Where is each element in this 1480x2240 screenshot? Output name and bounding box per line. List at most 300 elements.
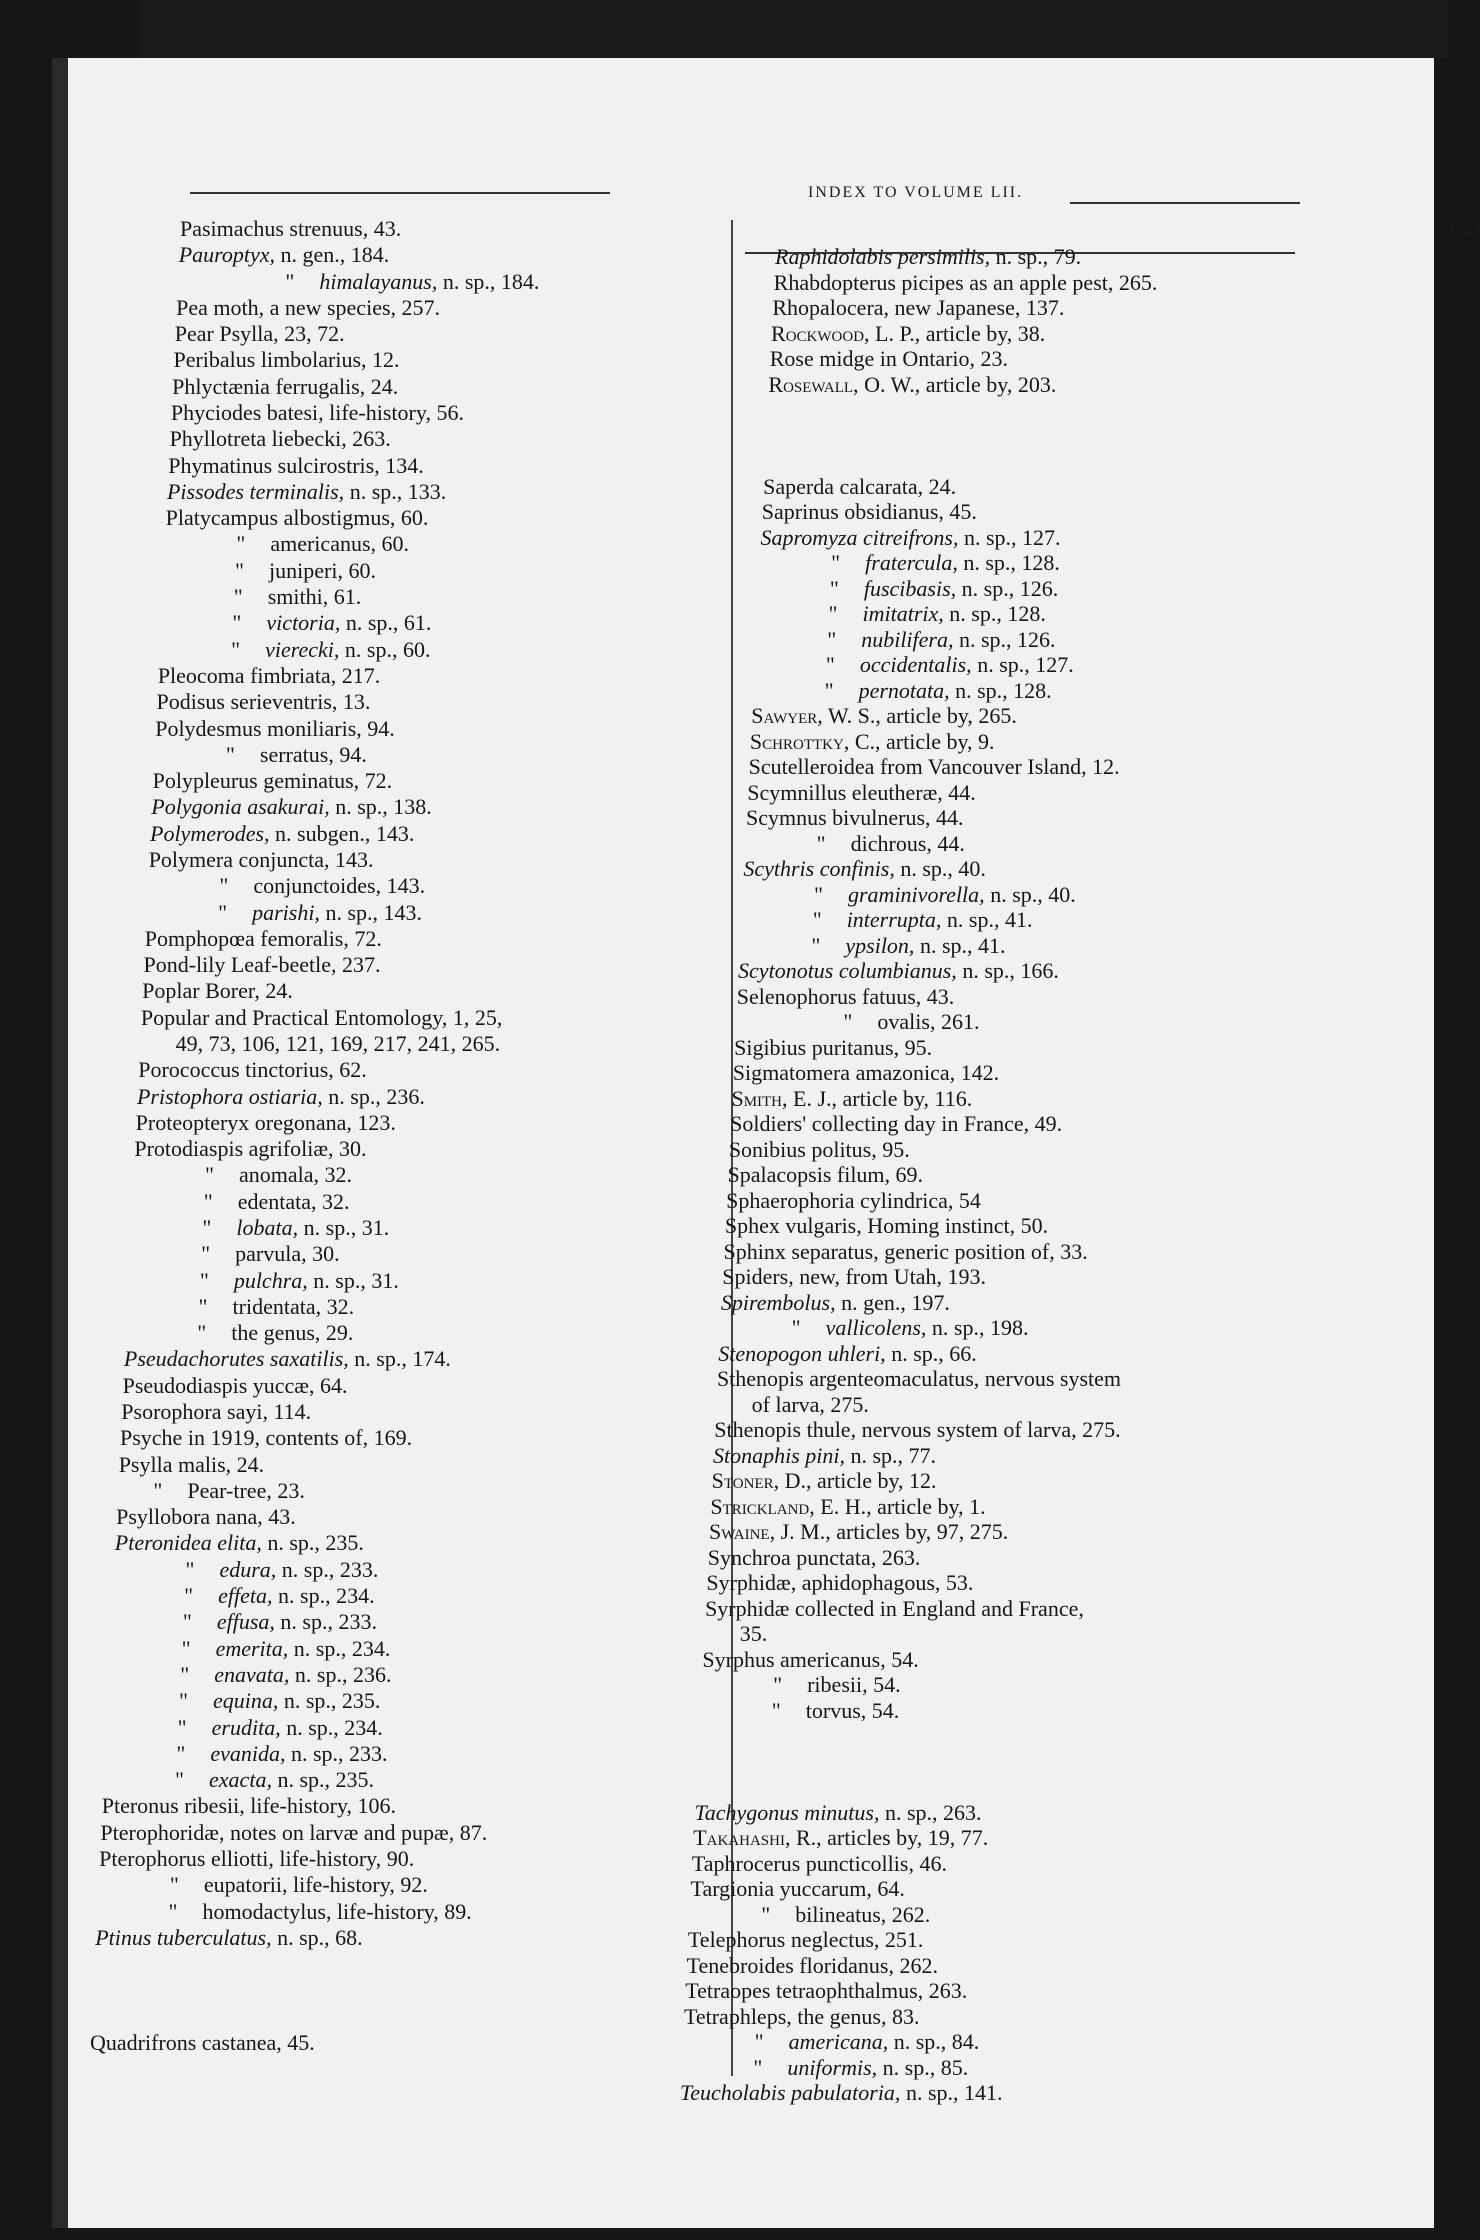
index-entry (731, 1086, 972, 1112)
ditto-mark: " (178, 1688, 188, 1714)
index-entry (753, 2055, 968, 2081)
index-entry (811, 933, 1005, 959)
index-entry (170, 1872, 428, 1898)
ditto-mark: " (201, 1241, 211, 1267)
entry-text: Psyche in 1919, contents of, 169. (120, 1425, 413, 1451)
entry-text: Rose midge in Ontario, 23. (769, 346, 1009, 371)
entry-text: Rhopalocera, new Japanese, 137. (772, 295, 1065, 320)
taxon-name: Polygonia asakurai, (151, 794, 330, 820)
ditto-mark: " (825, 652, 835, 677)
index-entry (768, 372, 1056, 398)
index-entry (234, 584, 362, 610)
index-entry (813, 907, 1033, 933)
entry-text: E. H., article by, 1. (814, 1493, 986, 1519)
taxon-name: uniformis, (787, 2054, 878, 2080)
entry-text: Pear Psylla, 23, 72. (174, 321, 345, 347)
taxon-name: Pristophora ostiaria, (136, 1083, 323, 1109)
entry-text: n. gen., 197. (835, 1289, 950, 1315)
index-entry (762, 499, 977, 525)
entry-text: Spiders, new, from Utah, 193. (722, 1264, 986, 1289)
author-name: Stoner, (711, 1468, 780, 1493)
ditto-mark: " (225, 741, 235, 767)
index-entry (178, 1715, 383, 1741)
index-entry (737, 984, 955, 1010)
taxon-name: Teucholabis pabulatoria, (680, 2080, 901, 2105)
entry-text: Peribalus limbolarius, 12. (173, 347, 400, 373)
author-name: Strickland, (710, 1493, 815, 1519)
index-entry (157, 689, 371, 715)
entry-text: J. M., articles by, 97, 275. (775, 1519, 1009, 1544)
entry-text: Pterophoridæ, notes on larvæ and pupæ, 87. (100, 1819, 488, 1845)
taxon-name: effeta, (218, 1583, 273, 1609)
ditto-mark: " (827, 626, 837, 652)
index-entry (706, 1570, 973, 1596)
index-entry (702, 1647, 918, 1673)
entry-text: Phymatinus sulcirostris, 134. (168, 452, 424, 478)
index-entry (175, 1767, 374, 1793)
index-entry (843, 1009, 979, 1035)
entry-text: D., article by, 12. (779, 1468, 937, 1493)
index-entry (724, 1239, 1088, 1265)
entry-text: Phyllotreta liebecki, 263. (169, 426, 391, 452)
index-entry (713, 1443, 936, 1469)
entry-text: n. sp., 66. (885, 1340, 977, 1366)
running-title: INDEX TO VOLUME LII. (808, 184, 1024, 201)
entry-text: conjunctoides, 143. (253, 873, 426, 899)
ditto-mark: " (169, 1872, 179, 1898)
index-entry (184, 1583, 374, 1609)
ditto-mark: " (761, 1901, 771, 1927)
index-entry (725, 1213, 1048, 1239)
entry-text: Scutelleroidea from Vancouver Island, 12. (748, 754, 1120, 779)
index-entry (200, 1268, 399, 1294)
index-entry (710, 1494, 985, 1520)
index-entry (231, 637, 430, 663)
ditto-mark: " (843, 1009, 853, 1034)
index-entry (197, 1320, 353, 1346)
entry-text: n. sp., 31. (307, 1267, 399, 1293)
index-entry (772, 1698, 900, 1724)
author-name: Takahashi, (693, 1825, 791, 1850)
entry-text: Pleocoma fimbriata, 217. (157, 662, 381, 688)
entry-text: W. S., article by, 265. (822, 703, 1017, 728)
entry-text: Sigibius puritanus, 95. (734, 1034, 933, 1060)
taxon-name: effusa, (216, 1609, 275, 1635)
entry-text: juniperi, 60. (269, 557, 376, 583)
index-entry (218, 900, 422, 926)
entry-text: Polymera conjuncta, 143. (148, 846, 374, 872)
ditto-mark: " (773, 1672, 783, 1697)
background-top-band (140, 0, 1448, 58)
entry-text: n. sp., 235. (278, 1688, 381, 1714)
index-entry (825, 678, 1052, 704)
taxon-name: fuscibasis, (863, 575, 957, 601)
taxon-name: Pteronidea elita, (114, 1530, 262, 1556)
index-entry (734, 1035, 932, 1061)
entry-text: Pea moth, a new species, 257. (176, 294, 441, 320)
index-entry (722, 1264, 986, 1290)
index-entry (831, 550, 1060, 576)
index-entry (772, 295, 1064, 321)
ditto-mark: " (816, 830, 826, 856)
taxon-name: Stenopogon uhleri, (718, 1340, 886, 1366)
index-entry (773, 1672, 901, 1698)
entry-text: Tetraphleps, the genus, 83. (683, 2003, 920, 2029)
entry-text: n. sp., 184. (437, 268, 540, 294)
entry-text: n. sp., 174. (348, 1346, 451, 1372)
ditto-mark: " (177, 1714, 187, 1740)
entry-text: n. sp., 126. (956, 575, 1059, 601)
entry-text: n. sp., 31. (298, 1215, 390, 1240)
entry-text: Saperda calcarata, 24. (763, 473, 957, 499)
index-entry (137, 1084, 425, 1110)
taxon-name: enavata, (214, 1661, 290, 1687)
ditto-mark: " (814, 881, 823, 907)
entry-text: bilineatus, 262. (795, 1901, 931, 1927)
index-entry (102, 1793, 396, 1819)
ditto-mark: " (205, 1162, 215, 1188)
entry-text: n. sp., 233. (276, 1556, 379, 1582)
entry-text: n. sp., 77. (845, 1442, 937, 1468)
index-entry (185, 1557, 378, 1583)
index-entry (685, 1978, 967, 2004)
index-entry (180, 216, 401, 242)
index-entry (121, 1399, 311, 1425)
ditto-mark: " (754, 2029, 764, 2054)
entry-text: Pasimachus strenuus, 43. (180, 216, 402, 241)
index-entry (176, 1741, 387, 1767)
author-name: Schrottky, (749, 728, 850, 754)
entry-text: n. sp., 141. (900, 2080, 1003, 2105)
entry-text: n. sp., 79. (990, 244, 1082, 269)
entry-text: Telephorus neglectus, 251. (687, 1927, 924, 1952)
entry-text: 49, 73, 106, 121, 169, 217, 241, 265. (175, 1030, 501, 1056)
entry-text: Porococcus tinctorius, 62. (138, 1057, 367, 1083)
index-entry (134, 1136, 366, 1162)
entry-text: n. sp., 235. (261, 1530, 364, 1556)
entry-text: Pteronus ribesii, life-history, 106. (101, 1793, 397, 1819)
index-entry (733, 1060, 999, 1086)
entry-text: Syrphidæ collected in England and France, (705, 1595, 1084, 1621)
entry-text: Syrphidæ, aphidophagous, 53. (706, 1570, 974, 1595)
index-entry (705, 1596, 1084, 1622)
taxon-name: edura, (219, 1556, 277, 1582)
taxon-name: erudita, (211, 1714, 281, 1740)
book-spine-shadow (52, 58, 68, 2228)
entry-text: n. sp., 127. (958, 524, 1061, 550)
index-entry (123, 1373, 348, 1399)
index-entry (721, 1290, 950, 1316)
index-entry (712, 1468, 937, 1494)
taxon-name: Tachygonus minutus, (694, 1799, 880, 1825)
index-entry (180, 1662, 391, 1688)
entry-text: Synchroa punctata, 263. (707, 1544, 921, 1570)
taxon-name: imitatrix, (862, 601, 944, 626)
entry-text: n. sp., 236. (289, 1661, 392, 1687)
entry-text: n. sp., 263. (879, 1799, 982, 1825)
index-entry (743, 856, 986, 882)
ditto-mark: " (829, 575, 839, 601)
taxon-name: Pseudachorutes saxatilis, (123, 1346, 349, 1372)
index-entry (717, 1366, 1121, 1392)
entry-text: n. sp., 84. (888, 2029, 980, 2054)
page-number: 289 (1445, 214, 1480, 239)
taxon-name: ypsilon, (845, 932, 915, 958)
index-entry (171, 400, 464, 426)
entry-text: R., articles by, 19, 77. (790, 1825, 989, 1850)
index-entry (119, 1452, 264, 1478)
taxon-name: fratercula, (865, 550, 958, 575)
index-entry (158, 663, 380, 689)
ditto-mark: " (197, 1320, 207, 1346)
entry-text: the genus, 29. (231, 1320, 354, 1346)
entry-text: Scymnillus eleutheræ, 44. (747, 779, 976, 805)
entry-text: Pomphopœa femoralis, 72. (144, 925, 382, 951)
index-entry (150, 821, 414, 847)
taxon-name: exacta, (209, 1767, 272, 1793)
index-entry (120, 1425, 412, 1451)
index-entry (730, 1111, 1062, 1137)
entry-text: Pear-tree, 23. (187, 1477, 305, 1503)
entry-text: n. sp., 68. (271, 1924, 363, 1950)
entry-text: L. P., article by, 38. (869, 320, 1046, 346)
index-entry (145, 926, 382, 952)
ditto-mark: " (811, 932, 821, 958)
author-name: Sawyer, (751, 703, 823, 728)
index-entry (136, 1110, 396, 1136)
entry-text: torvus, 54. (805, 1697, 900, 1723)
index-entry (167, 479, 446, 505)
entry-text: of larva, 275. (751, 1391, 869, 1417)
index-entry (680, 2080, 1003, 2106)
index-entry (168, 453, 423, 479)
entry-text: ribesii, 54. (807, 1672, 901, 1697)
index-entry (714, 1417, 1120, 1443)
ditto-mark: " (791, 1315, 801, 1340)
taxon-name: occidentalis, (859, 652, 972, 677)
index-entry (153, 768, 393, 794)
entry-text: n. sp., 235. (271, 1767, 374, 1793)
index-entry (709, 1519, 1008, 1545)
index-entry (752, 1392, 869, 1418)
entry-text: n. sp., 128. (949, 677, 1052, 703)
entry-text: edentata, 32. (237, 1188, 350, 1214)
entry-text: n. sp., 41. (914, 932, 1006, 958)
index-entry (149, 847, 374, 873)
ditto-mark: " (198, 1293, 208, 1319)
entry-text: Soldiers' collecting day in France, 49. (730, 1111, 1063, 1136)
taxon-name: emerita, (215, 1635, 289, 1661)
index-entry (232, 610, 431, 636)
index-entry (726, 1188, 981, 1214)
index-entry (770, 346, 1008, 372)
entry-text: Selenophorus fatuus, 43. (736, 983, 955, 1009)
index-entry (814, 882, 1076, 908)
index-entry (749, 754, 1120, 780)
taxon-name: evanida, (210, 1740, 286, 1766)
entry-text: n. sp., 128. (943, 601, 1046, 626)
taxon-name: Sapromyza citreifrons, (760, 524, 959, 550)
index-entry (738, 958, 1059, 984)
entry-text: Pond-lily Leaf-beetle, 237. (143, 952, 381, 978)
index-entry (100, 1820, 487, 1846)
index-entry (760, 525, 1060, 551)
ditto-mark: " (231, 636, 241, 662)
index-entry (182, 1636, 391, 1662)
index-entry (166, 505, 429, 531)
ditto-mark: " (176, 1740, 186, 1766)
index-entry (173, 347, 399, 373)
taxon-name: victoria, (266, 610, 341, 636)
ditto-mark: " (203, 1188, 213, 1214)
entry-text: eupatorii, life-history, 92. (203, 1872, 428, 1898)
entry-text: anomala, 32. (239, 1162, 353, 1188)
taxon-name: lobata, (236, 1215, 299, 1240)
entry-text: n. sp., 143. (319, 899, 422, 925)
index-entry (115, 1530, 364, 1556)
entry-text: n. sp., 133. (344, 478, 447, 504)
header-rule-right (1070, 202, 1300, 204)
author-name: Rockwood, (771, 320, 870, 346)
index-entry (826, 652, 1074, 678)
entry-text: parvula, 30. (235, 1241, 340, 1267)
ditto-mark: " (185, 1556, 195, 1582)
index-entry (202, 1215, 389, 1241)
index-entry (750, 729, 995, 755)
index-entry (236, 531, 409, 557)
entry-text: Popular and Practical Entomology, 1, 25, (140, 1004, 503, 1030)
entry-text: Tetraopes tetraophthalmus, 263. (685, 1978, 968, 2003)
entry-text: smithi, 61. (267, 584, 362, 610)
entry-text: Targionia yuccarum, 64. (690, 1876, 905, 1901)
index-entry (183, 1609, 377, 1635)
entry-text: n. sp., 128. (957, 550, 1060, 575)
entry-text: n. sp., 166. (956, 958, 1059, 983)
index-entry (95, 1925, 362, 1951)
index-entry (817, 831, 965, 857)
index-entry (718, 1341, 977, 1367)
taxon-name: Stonaphis pini, (712, 1442, 845, 1468)
entry-text: n. sp., 40. (984, 881, 1076, 907)
ditto-mark: " (202, 1215, 212, 1240)
entry-text: Syrphus americanus, 54. (702, 1646, 919, 1672)
ditto-mark: " (831, 550, 841, 575)
taxon-name: parishi, (252, 899, 320, 925)
index-entry (155, 716, 395, 742)
index-entry (687, 1953, 938, 1979)
taxon-name: himalayanus, (319, 268, 438, 294)
index-entry (99, 1846, 414, 1872)
entry-text: n. sp., 233. (285, 1740, 388, 1766)
entry-text: Protodiaspis agrifoliæ, 30. (134, 1136, 367, 1162)
index-entry (740, 1621, 768, 1647)
index-entry (691, 1876, 905, 1902)
entry-text: Phyciodes batesi, life-history, 56. (170, 400, 464, 426)
taxon-name: Scythris confinis, (743, 856, 895, 881)
entry-text: Polypleurus geminatus, 72. (152, 768, 393, 794)
entry-text: Pseudodiaspis yuccæ, 64. (122, 1372, 348, 1398)
author-name: Swaine, (709, 1519, 776, 1544)
entry-text: Phlyctænia ferrugalis, 24. (172, 373, 399, 399)
ditto-mark: " (233, 584, 243, 610)
index-entry (124, 1346, 451, 1372)
entry-text: Pterophorus elliotti, life-history, 90. (99, 1845, 415, 1871)
entry-text: Quadrifrons castanea, 45. (90, 2030, 315, 2055)
entry-text: n. sp., 61. (340, 610, 432, 636)
index-entry (169, 1899, 472, 1925)
index-entry (829, 601, 1046, 627)
entry-text: O. W., article by, 203. (858, 371, 1057, 397)
ditto-mark: " (236, 531, 246, 557)
ditto-mark: " (153, 1477, 163, 1503)
taxon-name: nubilifera, (861, 626, 954, 652)
index-entry (285, 269, 539, 295)
index-entry (729, 1137, 910, 1163)
entry-text: n. subgen., 143. (269, 820, 415, 846)
entry-text: Poplar Borer, 24. (142, 978, 293, 1004)
entry-text: n. sp., 126. (953, 626, 1056, 652)
index-entry (90, 2030, 315, 2056)
ditto-mark: " (828, 601, 838, 626)
index-entry (142, 978, 293, 1004)
entry-text: n. sp., 234. (272, 1583, 375, 1609)
entry-text: Proteopteryx oregonana, 123. (135, 1109, 396, 1135)
entry-text: Spalacopsis filum, 69. (727, 1162, 924, 1187)
taxon-name: interrupta, (846, 907, 942, 932)
entry-text: Psyllobora nana, 43. (116, 1504, 296, 1530)
taxon-name: Scytonotus columbianus, (738, 958, 957, 983)
entry-text: Taphrocerus puncticollis, 46. (691, 1850, 947, 1876)
author-name: Rosewall, (768, 371, 859, 397)
entry-text: Sthenopis thule, nervous system of larva, 275. (714, 1417, 1121, 1442)
entry-text: n. gen., 184. (275, 242, 390, 268)
taxon-name: vierecki, (265, 636, 340, 662)
header-rule-left (190, 192, 610, 194)
entry-text: n. sp., 85. (877, 2054, 969, 2080)
ditto-mark: " (218, 899, 228, 925)
index-entry (684, 2004, 920, 2030)
ditto-mark: " (181, 1635, 191, 1661)
entry-text: E. J., article by, 116. (787, 1085, 973, 1111)
index-entry (201, 1241, 339, 1267)
ditto-mark: " (753, 2054, 763, 2080)
entry-text: Sthenopis argenteomaculatus, nervous system (716, 1366, 1122, 1391)
index-entry (775, 244, 1081, 270)
entry-text: Rhabdopterus picipes as an apple pest, 265. (773, 269, 1158, 295)
taxon-name: vallicolens, (825, 1315, 927, 1340)
index-entry (116, 1504, 296, 1530)
entry-text: Psorophora sayi, 114. (121, 1399, 312, 1425)
index-entry (204, 1189, 350, 1215)
index-entry (141, 1005, 503, 1031)
index-entry (774, 270, 1158, 296)
index-entry (830, 576, 1058, 602)
entry-text: Tenebroides floridanus, 262. (686, 1952, 938, 1978)
entry-text: n. sp., 233. (274, 1609, 377, 1635)
entry-text: Saprinus obsidianus, 45. (761, 499, 977, 524)
entry-text: n. sp., 236. (322, 1083, 425, 1109)
ditto-mark: " (219, 873, 229, 899)
taxon-name: Pauroptyx, (178, 242, 276, 268)
entry-text: Sphaerophoria cylindrica, 54 (726, 1187, 981, 1213)
entry-text: Sphex vulgaris, Homing instinct, 50. (724, 1213, 1049, 1238)
index-entry (771, 321, 1045, 347)
entry-text: n. sp., 198. (926, 1315, 1029, 1340)
entry-text: n. sp., 234. (280, 1714, 383, 1740)
entry-text: ovalis, 261. (877, 1009, 980, 1034)
ditto-mark: " (184, 1583, 194, 1609)
index-entry (761, 1902, 930, 1928)
